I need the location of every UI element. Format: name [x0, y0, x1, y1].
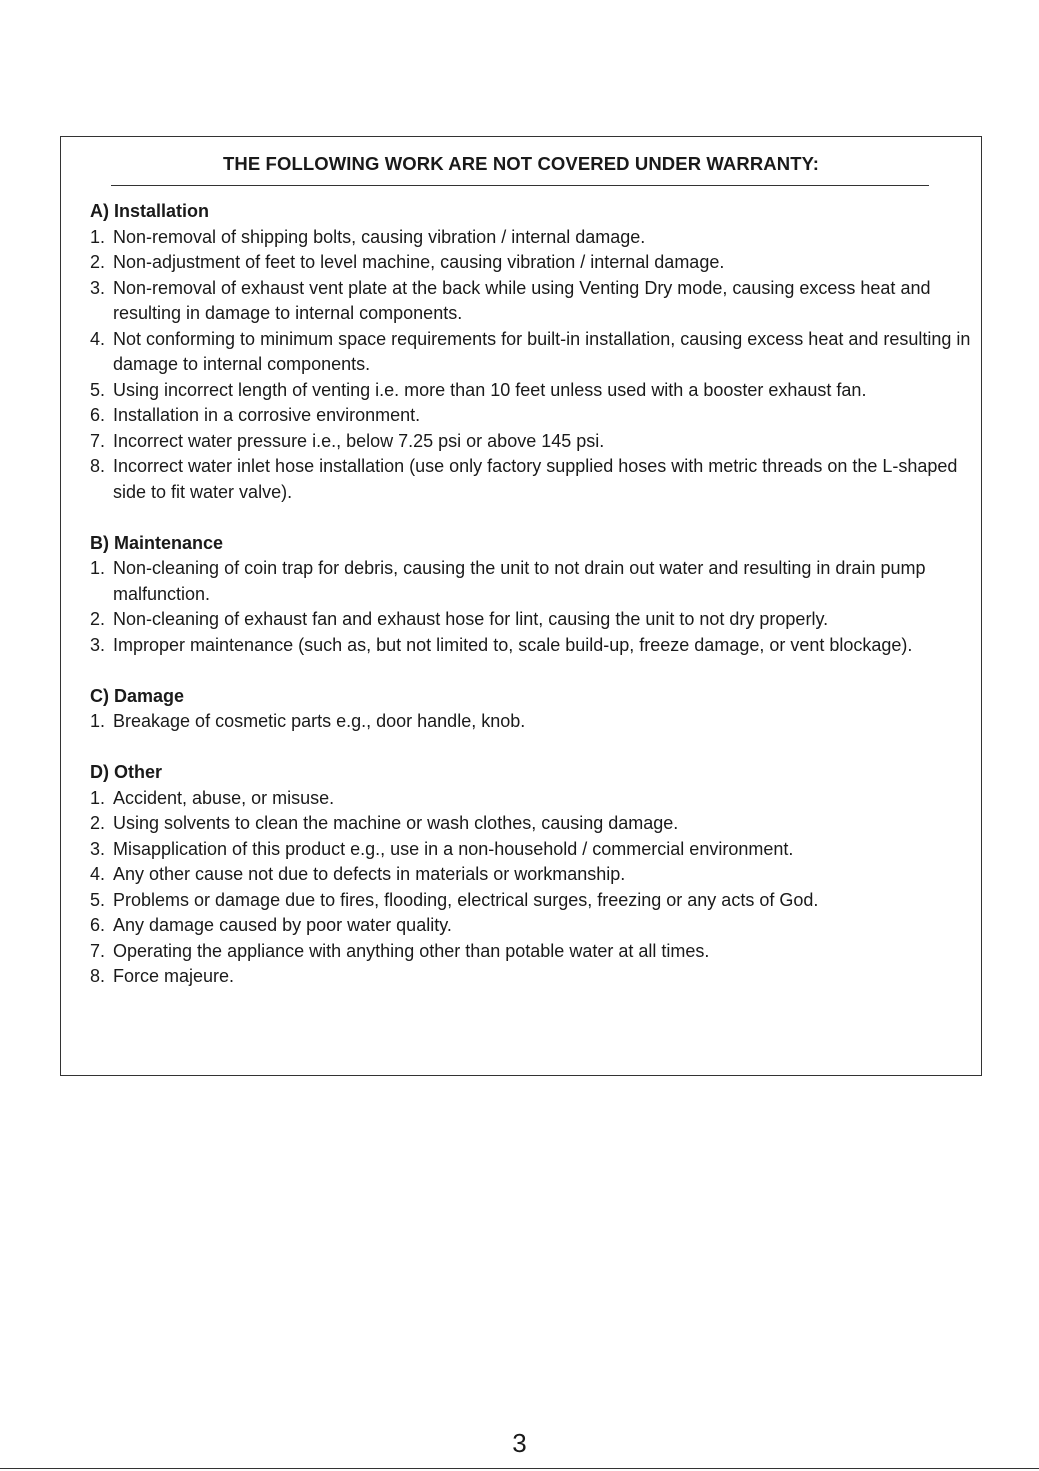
item-text: Improper maintenance (such as, but not limited to, scale build-up, freeze damage, or vent blockage). — [113, 634, 913, 655]
list-item — [90, 786, 980, 812]
item-text: Problems or damage due to fires, flooding, electrical surges, freezing or any acts of God. — [113, 889, 819, 910]
section-heading: A) Installation — [90, 201, 210, 221]
section-maintenance — [90, 531, 980, 659]
section-damage — [90, 684, 980, 735]
warranty-exclusions-box — [60, 136, 982, 1076]
item-text: Non-cleaning of exhaust fan and exhaust hose for lint, causing the unit to not dry properly. — [113, 609, 829, 629]
item-text: Any damage caused by poor water quality. — [113, 915, 452, 935]
item-text: Non-removal of exhaust vent plate at the back while using Venting Dry mode, causing excess heat and resulting in damage to internal components. — [113, 277, 931, 323]
other-list — [90, 786, 980, 990]
list-item — [90, 556, 980, 607]
section-heading: D) Other — [90, 762, 162, 782]
section-other — [90, 760, 980, 990]
item-number: 6. — [90, 915, 106, 935]
item-number: 1. — [90, 226, 106, 247]
item-number: 3. — [90, 634, 106, 655]
item-number: 8. — [90, 456, 106, 476]
list-item — [90, 811, 980, 837]
list-item — [90, 327, 980, 378]
item-number: 7. — [90, 430, 106, 451]
list-item — [90, 276, 980, 327]
item-number: 6. — [90, 405, 106, 425]
list-item — [90, 837, 980, 863]
section-installation — [90, 199, 980, 505]
list-item — [90, 862, 980, 888]
list-item — [90, 709, 980, 735]
bottom-rule — [0, 1468, 1039, 1469]
list-item — [90, 225, 980, 251]
item-number: 5. — [90, 889, 106, 910]
item-text: Operating the appliance with anything other than potable water at all times. — [113, 940, 710, 961]
list-item — [90, 913, 980, 939]
list-item — [90, 429, 980, 455]
list-item — [90, 607, 980, 633]
item-text: Non-adjustment of feet to level machine, causing vibration / internal damage. — [113, 252, 725, 272]
page-number: 3 — [512, 1428, 527, 1458]
item-number: 8. — [90, 966, 106, 986]
item-number: 4. — [90, 328, 106, 349]
damage-list — [90, 709, 980, 735]
box-title: THE FOLLOWING WORK ARE NOT COVERED UNDER WARRANTY: — [223, 153, 819, 174]
list-item — [90, 378, 980, 404]
item-text: Accident, abuse, or misuse. — [113, 787, 335, 808]
item-number: 1. — [90, 787, 106, 808]
list-item — [90, 939, 980, 965]
list-item — [90, 250, 980, 276]
section-heading: C) Damage — [90, 685, 185, 706]
section-heading: B) Maintenance — [90, 532, 224, 553]
item-number: 7. — [90, 940, 106, 961]
item-text: Breakage of cosmetic parts e.g., door handle, knob. — [113, 711, 526, 731]
list-item — [90, 888, 980, 914]
item-number: 3. — [90, 277, 106, 298]
installation-list — [90, 225, 980, 506]
item-number: 3. — [90, 838, 106, 859]
item-number: 1. — [90, 711, 106, 731]
item-number: 1. — [90, 558, 106, 578]
list-item — [90, 403, 980, 429]
item-number: 4. — [90, 864, 106, 884]
item-text: Incorrect water pressure i.e., below 7.25 psi or above 145 psi. — [113, 430, 605, 451]
list-item — [90, 633, 980, 659]
list-item — [90, 964, 980, 990]
item-text: Non-cleaning of coin trap for debris, causing the unit to not drain out water and resulting in drain pump malfunction. — [113, 558, 926, 604]
item-text: Using incorrect length of venting i.e. more than 10 feet unless used with a booster exhaust fan. — [113, 379, 867, 400]
item-number: 2. — [90, 609, 106, 629]
list-item — [90, 454, 980, 505]
item-text: Force majeure. — [113, 966, 235, 986]
title-underline — [111, 185, 929, 186]
sections-container — [90, 199, 980, 1015]
maintenance-list — [90, 556, 980, 658]
item-text: Using solvents to clean the machine or wash clothes, causing damage. — [113, 813, 679, 833]
item-text: Incorrect water inlet hose installation (use only factory supplied hoses with metric threads on the L-shaped side to fit water valve). — [113, 456, 958, 502]
item-text: Misapplication of this product e.g., use in a non-household / commercial environment. — [113, 838, 794, 859]
item-number: 5. — [90, 379, 106, 400]
item-text: Non-removal of shipping bolts, causing vibration / internal damage. — [113, 226, 646, 247]
item-number: 2. — [90, 813, 106, 833]
item-text: Any other cause not due to defects in materials or workmanship. — [113, 864, 626, 884]
item-text: Installation in a corrosive environment. — [113, 405, 421, 425]
item-text: Not conforming to minimum space requirements for built-in installation, causing excess heat and resulting in damage to internal components. — [113, 328, 971, 374]
item-number: 2. — [90, 252, 106, 272]
